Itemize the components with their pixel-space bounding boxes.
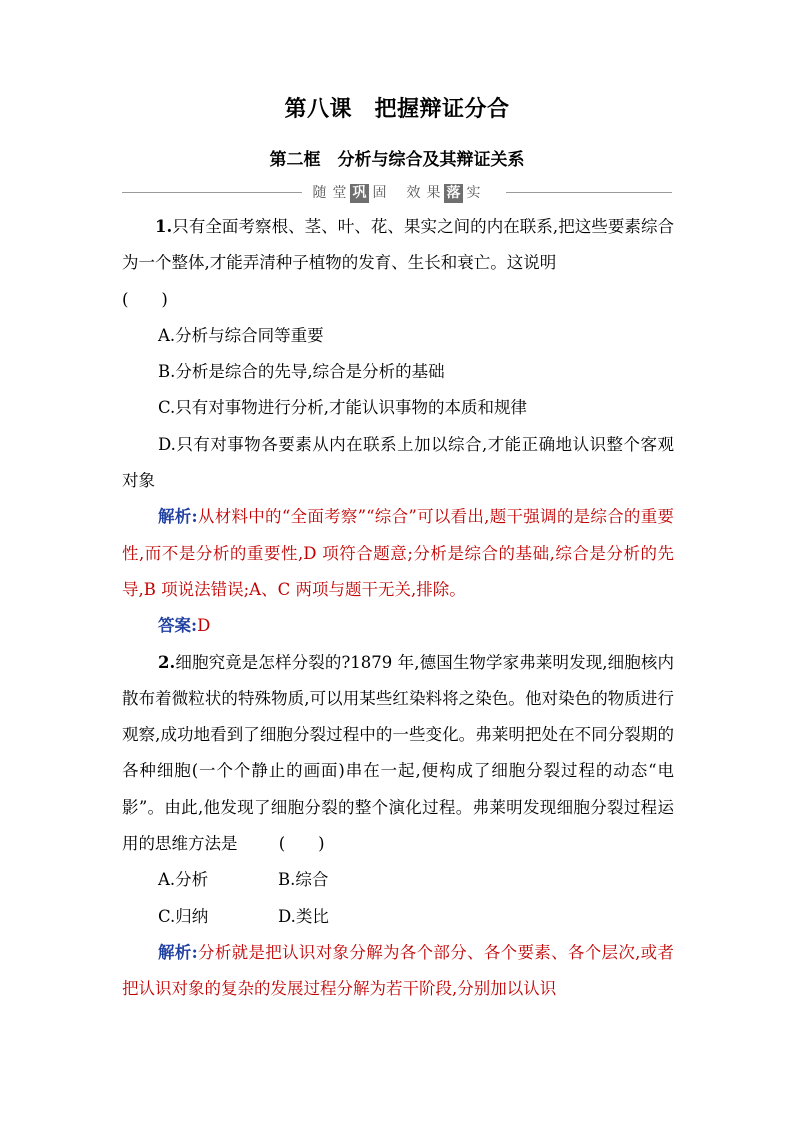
question-2-analysis: [122, 935, 674, 1008]
option-c: C.只有对事物进行分析,才能认识事物的本质和规律: [158, 398, 528, 418]
option-a: A.分析与综合同等重要: [158, 325, 324, 345]
banner-char: 效: [406, 184, 421, 201]
banner-char: 随: [312, 184, 327, 201]
divider-line-left: [122, 192, 302, 193]
option-b: B.分析是综合的先导,综合是分析的基础: [158, 362, 445, 382]
options-row-2: [122, 899, 674, 935]
answer-blank: ( ): [278, 834, 325, 854]
analysis-text: 从材料中的“全面考察”“综合”可以看出,题干强调的是综合的重要性,而不是分析的重要性,D 项符合题意;分析是综合的基础,综合是分析的先导,B 项说法错误;A、C 两项与题干无关,排除。: [122, 507, 674, 599]
divider-line-right: [506, 192, 672, 193]
question-number: 2.: [158, 652, 176, 672]
question-1-analysis: [122, 499, 674, 608]
option-c: C.归纳: [158, 906, 209, 926]
answer-value: D: [197, 616, 211, 636]
banner-char: 果: [426, 184, 441, 201]
option-a: A.分析: [158, 870, 209, 890]
option-d: D.只有对事物各要素从内在联系上加以综合,才能正确地认识整个客观对象: [122, 434, 674, 491]
banner-char: 固: [372, 184, 387, 201]
answer-blank: ( ): [122, 289, 168, 309]
banner-char: 堂: [332, 184, 347, 201]
section-subtitle: 第二框 分析与综合及其辩证关系: [269, 150, 525, 170]
lesson-title: 第八课 把握辩证分合: [284, 97, 510, 122]
question-number: 1.: [155, 217, 173, 236]
question-text: 只有全面考察根、茎、叶、花、果实之间的内在联系,把这些要素综合为一个整体,才能弄清种子植物的发育、生长和衰亡。这说明: [122, 217, 674, 273]
banner-char: 实: [466, 184, 481, 201]
answer-label: 答案:: [158, 616, 198, 636]
question-1-stem: [122, 209, 674, 318]
banner-char-boxed: 落: [444, 184, 463, 203]
analysis-label: 解析:: [158, 942, 198, 962]
analysis-label: 解析:: [158, 507, 198, 527]
question-2-stem: [122, 645, 674, 863]
question-text: 细胞究竟是怎样分裂的?1879 年,德国生物学家弗莱明发现,细胞核内散布着微粒状的特殊物质,可以用某些红染料将之染色。他对染色的物质进行观察,成功地看到了细胞分裂过程中的一些变化。弗莱明把处在不同分裂期的各种细胞(一个个静止的画面)串在一起,便构成了细胞分裂过程的动态“电影”。由此,他发现了细胞分裂的整个演化过程。弗莱明发现细胞分裂过程运用的思维方法是: [122, 652, 674, 854]
questions-body: [122, 209, 674, 1008]
section-divider: [122, 181, 672, 205]
banner-char-boxed: 巩: [350, 184, 369, 203]
option-d: D.类比: [278, 906, 329, 926]
practice-banner: [310, 181, 484, 205]
question-1-answer: [122, 608, 674, 644]
option-b: B.综合: [278, 870, 329, 890]
analysis-text: 分析就是把认识对象分解为各个部分、各个要素、各个层次,或者把认识对象的复杂的发展过程分解为若干阶段,分别加以认识: [122, 942, 674, 999]
options-row-1: [122, 862, 674, 898]
